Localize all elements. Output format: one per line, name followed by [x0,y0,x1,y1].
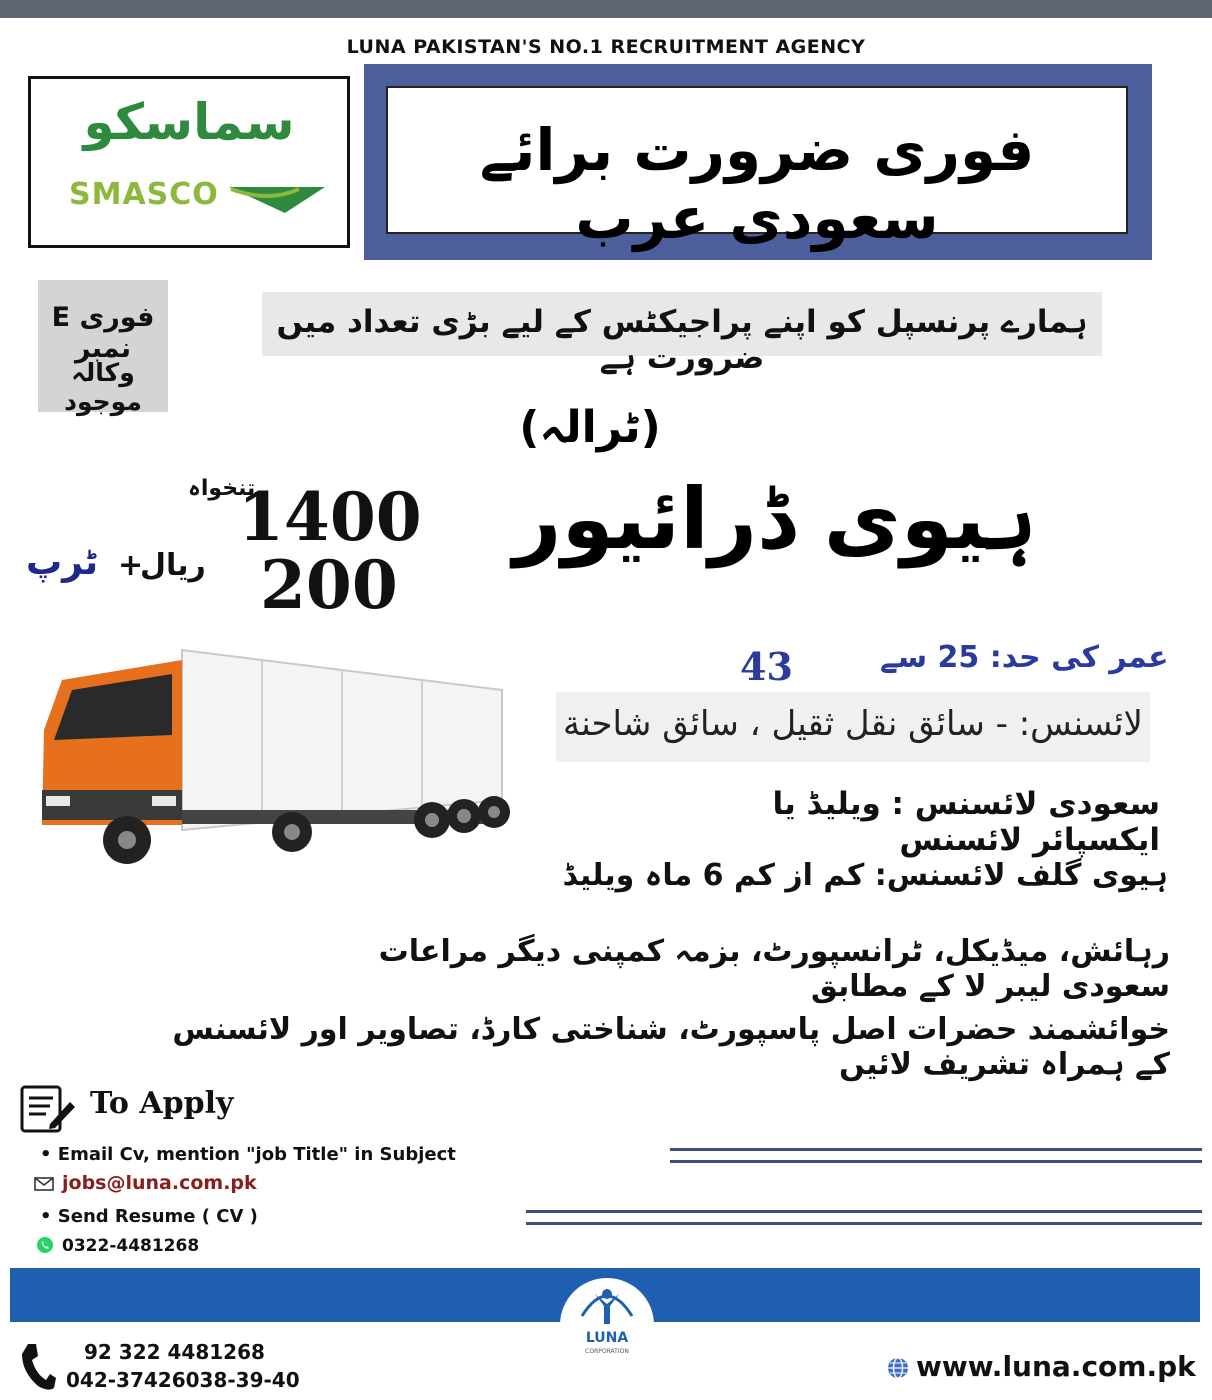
job-subtitle: (ٹرالہ) [519,402,661,453]
globe-icon [886,1356,910,1380]
headline-banner [386,86,1128,252]
envelope-icon [34,1176,54,1192]
divider-line [670,1160,1202,1163]
agency-tagline: LUNA PAKISTAN'S NO.1 RECRUITMENT AGENCY [346,36,866,58]
license-strip [556,692,1150,762]
trip-label: ٹرپ [26,542,99,583]
luna-logo-name: LUNA [585,1330,629,1346]
age-limit-label: عمر کی حد: 25 سے [880,640,1169,675]
trip-amount: 200 [260,546,398,624]
saudi-license: سعودی لائسنس : ویلیڈ یا ایکسپائر لائسنس [772,786,1160,858]
divider-line [526,1210,1202,1213]
salary-label: تنخواہ [188,476,256,501]
whatsapp-icon [36,1236,54,1254]
website-link[interactable]: www.luna.com.pk [916,1350,1196,1383]
resume-instruction-text: Send Resume ( CV ) [57,1206,258,1227]
e-number-line2: وکالہ موجود [64,358,142,416]
age-limit-max: 43 [740,644,793,689]
truck-illustration [32,640,512,870]
plus-sign: + [118,548,144,583]
to-apply-heading: To Apply [90,1086,234,1121]
email-link[interactable]: jobs@luna.com.pk [62,1172,257,1194]
whatsapp-number[interactable]: 0322-4481268 [62,1236,200,1256]
gulf-license: ہیوی گلف لائسنس: کم از کم 6 ماہ ویلیڈ [562,858,1168,893]
subheading-text: ہمارے پرنسپل کو اپنے پراجیکٹس کے لیے بڑی تعداد میں ضرورت ہے [276,304,1088,376]
luna-logo-sub: CORPORATION [585,1348,629,1355]
email-instruction-text: Email Cv, mention "job Title" in Subject [57,1144,456,1165]
email-instruction: • Email Cv, mention "job Title" in Subject [40,1144,456,1165]
footer-phone-landline[interactable]: 042-37426038-39-40 [66,1368,300,1392]
phone-icon [20,1342,56,1392]
salary-amount: 1400 [238,478,422,556]
headline-text: فوری ضرورت برائے سعودی عرب [479,116,1035,252]
luna-person-icon [560,1280,654,1332]
divider-line [670,1148,1202,1151]
divider-line [526,1222,1202,1225]
e-number-line1: فوری E نمبر [51,302,155,364]
subheading-strip [262,292,1102,376]
luna-logo [560,1278,654,1372]
footer-phone-primary[interactable]: 92 322 4481268 [84,1340,265,1364]
currency-label: ریال [140,548,206,583]
smasco-logo [28,76,350,248]
top-bar [0,0,1212,18]
bring-documents-text: خوائشمند حضرات اصل پاسپورٹ، شناختی کارڈ، تصاویر اور لائسنس کے ہمراہ تشریف لائیں [172,1012,1170,1082]
e-number-badge [38,280,168,416]
job-title: ہیوی ڈرائیور [513,470,1037,568]
smasco-logo-urdu: سماسکو [83,93,295,151]
license-arabic: لائسنس: - سائق نقل ثقیل ، سائق شاحنة [563,704,1143,744]
smasco-swoosh-icon [229,183,325,217]
perks-text: رہائش، میڈیکل، ٹرانسپورٹ، بزمہ کمپنی دیگر مراعات سعودی لیبر لا کے مطابق [378,934,1170,1004]
smasco-logo-latin: SMASCO [69,177,219,212]
resume-instruction: • Send Resume ( CV ) [40,1206,258,1227]
application-form-icon [20,1084,76,1134]
